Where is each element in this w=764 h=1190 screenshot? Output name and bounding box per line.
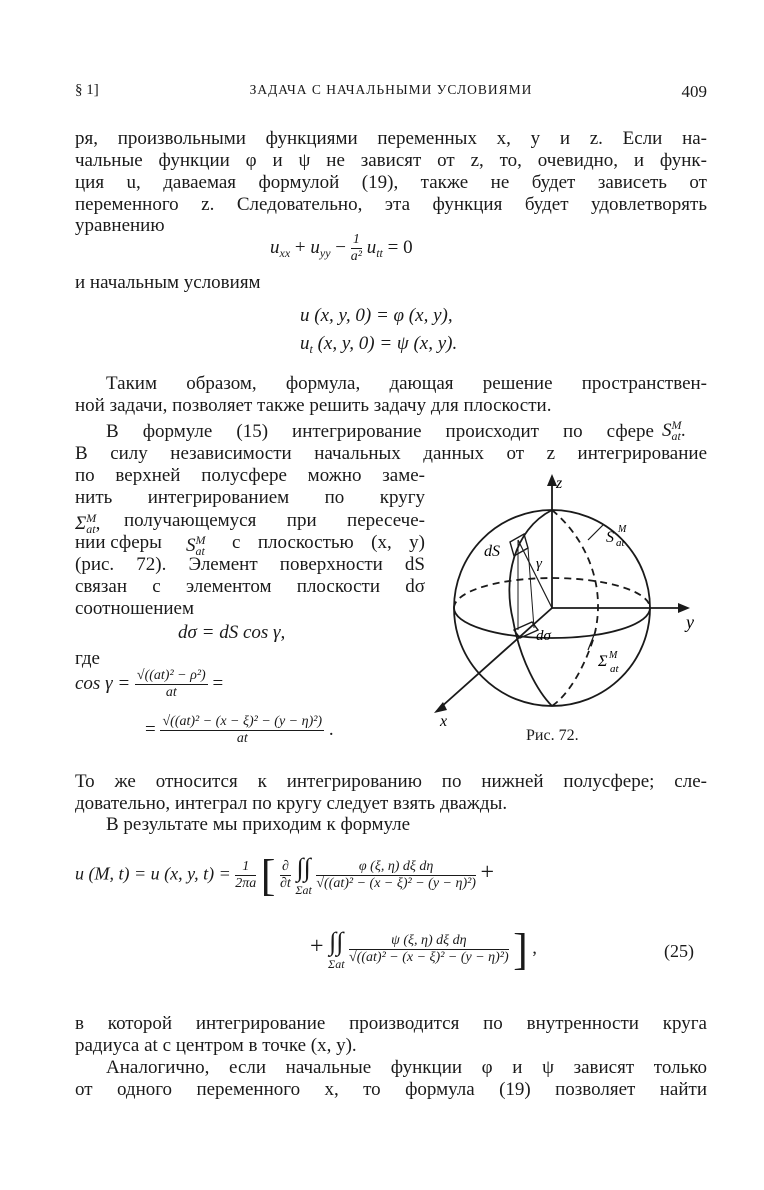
label-Sigma-at: Σ	[598, 653, 608, 670]
label-dS: dS	[484, 543, 500, 560]
equator-front	[454, 608, 650, 638]
svg-text:at: at	[616, 537, 625, 549]
text-line: чальные функции φ и ψ не зависят от z, то, очевидно, и функ-	[75, 150, 707, 171]
equation-number: (25)	[664, 941, 694, 961]
text-line: ция u, даваемая формулой (19), также не будет зависеть от	[75, 172, 707, 193]
text-line: где	[75, 648, 100, 669]
running-title: ЗАДАЧА С НАЧАЛЬНЫМИ УСЛОВИЯМИ	[249, 82, 533, 97]
text-line: получающемуся при пересече-	[124, 510, 425, 531]
text-line: в которой интегрирование производится по внутренности круга	[75, 1013, 707, 1034]
svg-text:at: at	[610, 663, 619, 675]
equation-25-line-1: u (M, t) = u (x, y, t) = $\frac{1}{2\pi a}$ [ $\frac{\partial}{\partial t}$ ∫∫ Σat $\frac{\text{φ (ξ, η) dξ dη}}{\text{√((at)² − (x − ξ)² − (y − η)²)}}$ +	[75, 851, 495, 900]
text-line: соотношением	[75, 598, 195, 619]
text-line: В формуле (15) интегрирование происходит по сфере	[106, 421, 654, 442]
label-x: x	[440, 713, 448, 730]
text-line: от одного переменного x, то формула (19) позволяет найти	[75, 1079, 707, 1100]
text-line: В результате мы приходим к формуле	[106, 814, 411, 835]
svg-text:M: M	[609, 650, 618, 661]
svg-text:M: M	[618, 524, 627, 535]
figure-caption: Рис. 72.	[526, 727, 579, 744]
text-line: по верхней полусфере можно заме-	[75, 465, 425, 486]
projection-line	[528, 548, 534, 628]
symbol-S-at: $S^M_{at}$.	[662, 418, 686, 443]
initial-condition-2: $u_t$ (x, y, 0) = ψ (x, y).	[300, 333, 458, 356]
text-line: В силу независимости начальных данных от z интегрирование	[75, 443, 707, 464]
text-line: То же относится к интегрированию по нижней полусфере; сле-	[75, 771, 707, 792]
symbol-S-at: $S^M_{at}$	[186, 533, 206, 558]
text-line: Таким образом, формула, дающая решение пространствен-	[106, 373, 707, 394]
symbol-Sigma-at: $\Sigma^M_{at}$,	[75, 511, 101, 536]
figure-72-sphere	[428, 470, 708, 730]
text-line: нии сферы	[75, 532, 162, 553]
text-line: нить интегрированием по кругу	[75, 487, 425, 508]
page-number: 409	[681, 82, 707, 101]
equation-cos-gamma-2: = $\frac{\text{√((at)² − (x − ξ)² − (y − η)²)}}{at}$ .	[145, 714, 334, 746]
equation-wave-2d: $u_{xx} + u_{yy}$ − $\frac{1}{\text{a²}}$ $u_{tt} = 0$	[270, 232, 413, 264]
text-line: радиуса at с центром в точке (x, y).	[75, 1035, 357, 1056]
text-line: ря, произвольными функциями переменных x, y и z. Если на-	[75, 128, 707, 149]
x-axis	[440, 608, 552, 708]
label-y: y	[686, 612, 694, 632]
text-line: уравнению	[75, 215, 165, 236]
equation-25-line-2: + ∫∫ Σat $\frac{\text{ψ (ξ, η) dξ dη}}{\text{√((at)² − (x − ξ)² − (y − η)²)}}$ ] ,	[310, 925, 537, 974]
section-marker: § 1]	[75, 82, 99, 98]
label-z: z	[556, 475, 563, 492]
text-line: (рис. 72). Элемент поверхности dS	[75, 554, 425, 575]
equation-dsigma: dσ = dS cos γ,	[178, 622, 286, 643]
text-line: Аналогично, если начальные функции φ и ψ зависят только	[106, 1057, 707, 1078]
label-S-at: S	[606, 529, 614, 546]
text-line: и начальным условиям	[75, 272, 261, 293]
text-line: переменного z. Следовательно, эта функция будет удовлетворять	[75, 194, 707, 215]
text-line: связан с элементом плоскости dσ	[75, 576, 425, 597]
initial-condition-1: u (x, y, 0) = φ (x, y),	[300, 305, 453, 326]
text-line: довательно, интеграл по кругу следует взять дважды.	[75, 793, 508, 814]
text-line: с плоскостью (x, y)	[232, 532, 425, 553]
label-dsigma: dσ	[536, 628, 551, 644]
text-line: ной задачи, позволяет также решить задачу для плоскости.	[75, 395, 552, 416]
running-header	[75, 82, 707, 104]
equation-cos-gamma-1: cos γ = $\frac{\text{√((at)² − ρ²)}}{at}$ =	[75, 668, 224, 700]
label-gamma: γ	[536, 556, 542, 572]
